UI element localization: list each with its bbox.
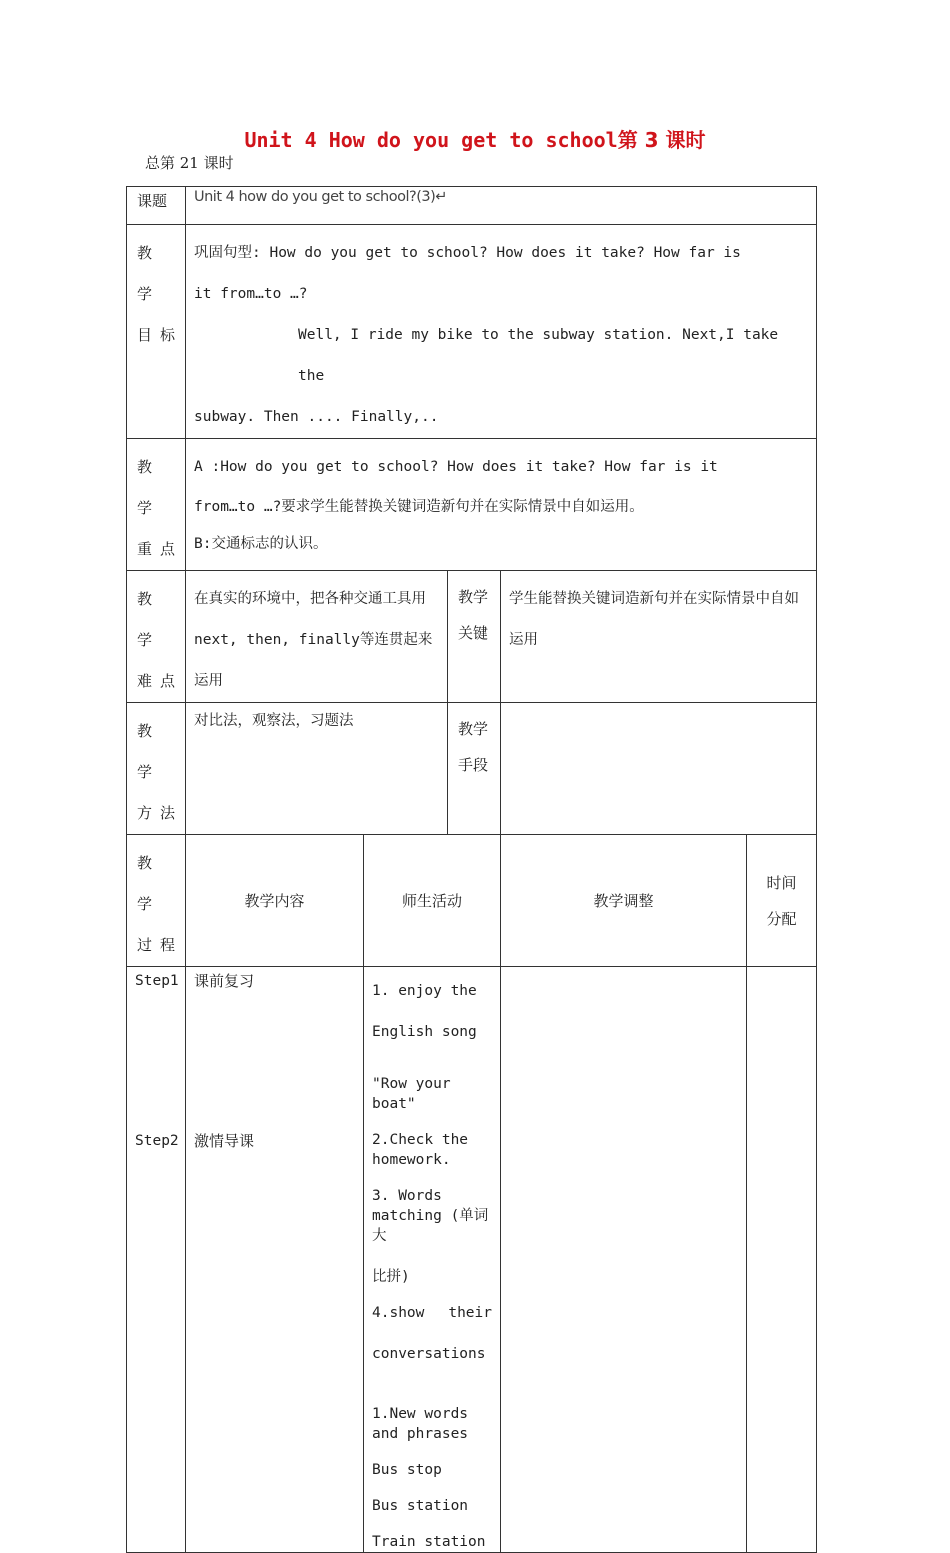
difficulty-label: 教 学 难点 xyxy=(127,571,186,703)
lesson-count: 总第 21 课时 xyxy=(145,154,234,172)
col-adjust-header: 教学调整 xyxy=(501,835,747,967)
activity-line: Train station xyxy=(372,1534,486,1550)
row-process-header xyxy=(127,835,817,967)
activity-line: 1.New words and phrases xyxy=(372,1406,469,1442)
row-steps xyxy=(127,967,817,1553)
focus-text xyxy=(186,439,817,571)
content-item: 课前复习 xyxy=(194,972,255,990)
process-label: 教 学 过程 xyxy=(127,835,186,967)
goals-text xyxy=(186,225,817,439)
activity-line: "Row your boat" xyxy=(372,1076,451,1112)
col-activity-header: 师生活动 xyxy=(364,835,501,967)
row-difficulty xyxy=(127,571,817,703)
activity-cell xyxy=(364,967,501,1553)
focus-line: B:交通标志的认识。 xyxy=(194,536,328,552)
row-focus xyxy=(127,439,817,571)
row-goals xyxy=(127,225,817,439)
goals-line: subway. Then .... Finally,.. xyxy=(194,409,439,425)
key-label: 教学 关键 xyxy=(448,571,501,703)
focus-label: 教 学 重点 xyxy=(127,439,186,571)
lesson-plan-table xyxy=(126,186,817,1553)
content-item: 激情导课 xyxy=(194,1132,255,1150)
focus-line: from…to …?要求学生能替换关键词造新句并在实际情景中自如运用。 xyxy=(194,499,644,515)
focus-line: A :How do you get to school? How does it take? How far is it xyxy=(194,459,718,475)
means-text xyxy=(501,703,817,835)
goals-line: it from…to …? xyxy=(194,286,308,302)
activity-line: 3. Words matching (单词大 xyxy=(372,1188,489,1244)
topic-label: 课题 xyxy=(127,187,186,225)
col-content-header: 教学内容 xyxy=(186,835,364,967)
method-text: 对比法，观察法，习题法 xyxy=(186,703,448,835)
goals-line: 巩固句型: How do you get to school? How does it take? How far is xyxy=(194,245,741,261)
activity-line: conversations xyxy=(372,1346,486,1362)
goals-label: 教 学 目标 xyxy=(127,225,186,439)
title-english: Unit 4 How do you get to school xyxy=(244,128,618,152)
adjust-cell xyxy=(501,967,747,1553)
difficulty-text: 在真实的环境中，把各种交通工具用next, then, finally等连贯起来运用 xyxy=(186,571,448,703)
topic-value: Unit 4 how do you get to school?(3)↵ xyxy=(186,187,817,225)
activity-line: 1. enjoy the English song xyxy=(372,983,477,1040)
means-label: 教学 手段 xyxy=(448,703,501,835)
step-label: Step2 xyxy=(135,1133,179,1149)
content-cell xyxy=(186,967,364,1553)
method-label: 教 学 方法 xyxy=(127,703,186,835)
activity-line: 4.show their xyxy=(372,1305,492,1321)
steps-cell xyxy=(127,967,186,1553)
time-cell xyxy=(747,967,817,1553)
goals-line: Well, I ride my bike to the subway station. Next,I take the xyxy=(298,327,779,384)
title-chinese: 第 3 课时 xyxy=(617,128,706,152)
activity-line: 比拼) xyxy=(372,1269,410,1285)
page-title xyxy=(0,124,950,153)
step-label: Step1 xyxy=(135,973,179,989)
activity-line: Bus stop xyxy=(372,1462,442,1478)
activity-line: Bus station xyxy=(372,1498,469,1514)
row-method xyxy=(127,703,817,835)
row-topic xyxy=(127,187,817,225)
activity-line: 2.Check the homework. xyxy=(372,1132,469,1168)
key-text: 学生能替换关键词造新句并在实际情景中自如运用 xyxy=(501,571,817,703)
col-time-header: 时间 分配 xyxy=(747,835,817,967)
